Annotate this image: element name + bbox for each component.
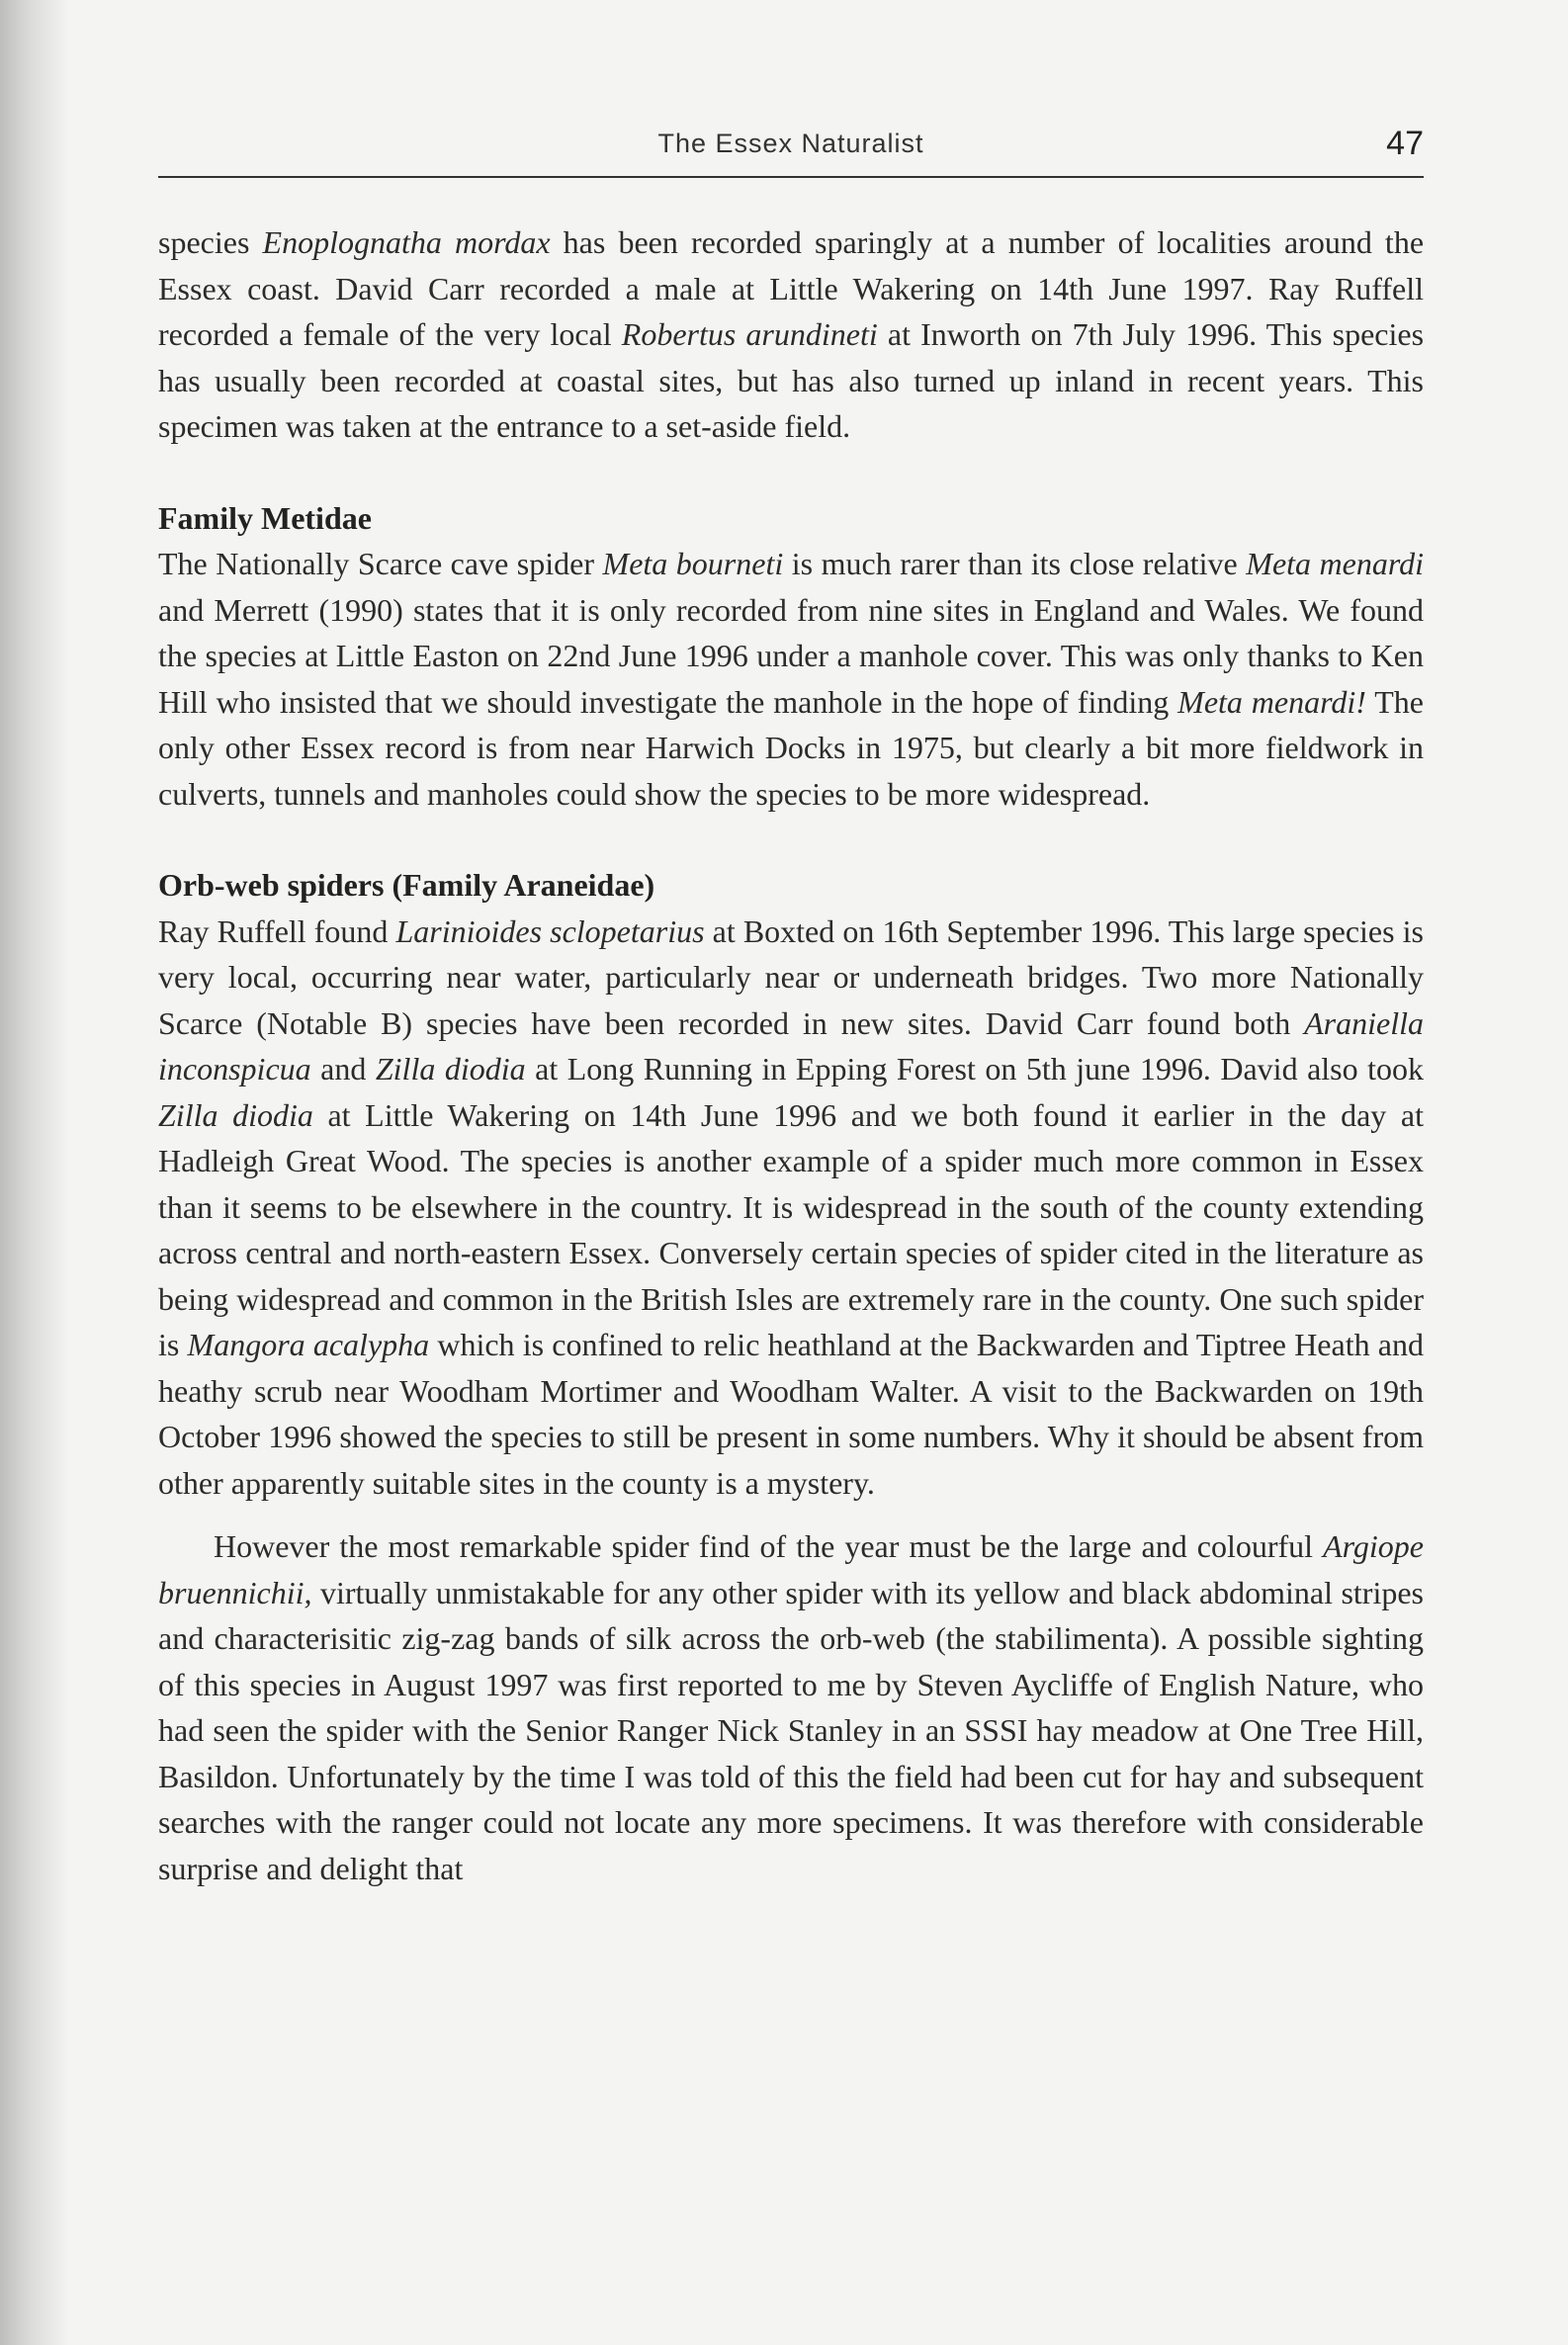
species-name: Zilla diodia bbox=[375, 1051, 526, 1086]
journal-title: The Essex Naturalist bbox=[657, 129, 924, 158]
paragraph-araneidae bbox=[158, 909, 1424, 1507]
text-run: has been recorded sparingly at a number of localities around the Essex coast. David Carr recorded a male at Little Wakering on 14th June 1997. Ray Ruffell recorded a female of the very local bbox=[158, 224, 1425, 352]
text-run: The only other Essex record is from near Harwich Docks in 1975, but clearly a bit more fieldwork in culverts, tunnels and manholes could show the species to be more widespread. bbox=[158, 683, 1425, 812]
text-run: which is confined to relic heathland at the Backwarden and Tiptree Heath and heathy scrub near Woodham Mortimer and Woodham Walter. A visit to the Backwarden on 19th October 1996 showed the species to still be present in some numbers. Why it should be absent from other apparently suitable sites in the county is a mystery. bbox=[158, 1327, 1425, 1501]
text-run: and Merrett (1990) states that it is only recorded from nine sites in England and Wales. We found the species at Little Easton on 22nd June 1996 under a manhole cover. This was only thanks to Ken Hill who insisted that we should investigate the manhole in the hope of finding bbox=[158, 591, 1424, 720]
text-run: The Nationally Scarce cave spider bbox=[158, 546, 603, 581]
species-name: Argiope bruennichii, bbox=[158, 1528, 1424, 1610]
species-name: Mangora acalypha bbox=[187, 1327, 430, 1362]
text-run: species bbox=[158, 224, 263, 260]
species-name: Larinioides sclopetarius bbox=[395, 912, 705, 949]
paragraph-argiope bbox=[158, 1523, 1424, 1891]
species-name: Zilla diodia bbox=[158, 1096, 313, 1133]
heading-orb-web-spiders: Orb-web spiders (Family Araneidae) bbox=[158, 867, 655, 903]
species-name: Meta menardi bbox=[1246, 546, 1425, 581]
text-run: is much rarer than its close relative bbox=[783, 546, 1247, 581]
page-number: 47 bbox=[1386, 125, 1424, 162]
paragraph-enoplognatha bbox=[158, 219, 1424, 450]
section-gap bbox=[158, 450, 1424, 495]
species-name: Meta bourneti bbox=[602, 546, 784, 581]
species-name: Meta menardi! bbox=[1177, 683, 1366, 720]
page-gutter-shadow bbox=[0, 0, 69, 2345]
text-run: and bbox=[310, 1051, 376, 1086]
header-rule bbox=[158, 176, 1424, 178]
text-run: virtually unmistakable for any other spider with its yellow and black abdominal stripes and characterisitic zig-zag bands of silk across the orb-web (the stabilimenta). A possible sighting of this species in August 1997 was first reported to me by Steven Aycliffe of English Nature, who had seen the spider with the Senior Ranger Nick Stanley in an SSSI hay meadow at One Tree Hill, Basildon. Unfortunately by the time I was told of this the field had been cut for hay and subsequent searches with the ranger could not locate any more specimens. It was therefore with considerable surprise and delight that bbox=[158, 1574, 1424, 1886]
running-header bbox=[158, 119, 1424, 168]
paragraph-metidae bbox=[158, 541, 1424, 817]
text-run: at Little Wakering on 14th June 1996 and we both found it earlier in the day at Hadleigh Great Wood. The species is another example of a spider much more common in Essex than it seems to be elsewhere in the country. It is widespread in the south of the county extending across central and north-eastern Essex. Conversely certain species of spider cited in the literature as being widespread and common in the British Isles are extremely rare in the county. One such spider is bbox=[158, 1096, 1425, 1362]
species-name: Araniella inconspicua bbox=[158, 1004, 1424, 1086]
text-run: However the most remarkable spider find of the year must be the large and colourful bbox=[214, 1528, 1324, 1564]
text-run: at Inworth on 7th July 1996. This species has usually been recorded at coastal sites, but has also turned up inland in recent years. This specimen was taken at the entrance to a set-aside field. bbox=[158, 316, 1425, 444]
text-run: at Long Running in Epping Forest on 5th june 1996. David also took bbox=[525, 1051, 1425, 1086]
species-name: Enoplognatha mordax bbox=[262, 224, 551, 260]
article-body bbox=[158, 219, 1424, 1891]
heading-family-metidae: Family Metidae bbox=[158, 499, 372, 536]
text-run: at Boxted on 16th September 1996. This large species is very local, occurring near water, particularly near or underneath bridges. Two more Nationally Scarce (Notable B) species have been recorded in new sites. David Carr found both bbox=[158, 912, 1425, 1041]
text-run: Ray Ruffell found bbox=[158, 912, 396, 949]
section-gap bbox=[158, 817, 1424, 862]
paragraph-gap bbox=[158, 1506, 1424, 1523]
species-name: Robertus arundineti bbox=[621, 316, 878, 352]
